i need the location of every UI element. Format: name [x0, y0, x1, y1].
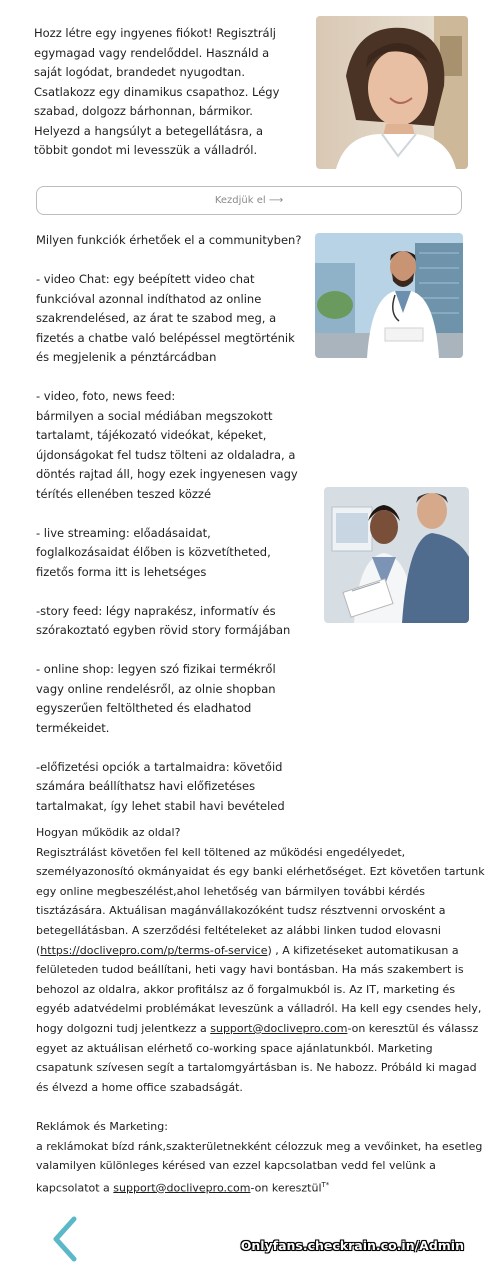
features-heading: Milyen funkciók érhetőek el a communityben?: [36, 233, 302, 247]
ads-body-tail: -on keresztül: [250, 1181, 322, 1195]
doctor-man-photo: [315, 233, 463, 358]
ads-heading: Reklámok és Marketing:: [36, 1119, 168, 1133]
how-body-part-3: -on keresztül és válassz egyet az aktuálisan elérhető co-working space ajánlatunkból. Marketing csapatunk szívesen segít a tartalomgyártásban is. Ne habozz. Próbáld ki magad és élvezd a home office szabadságát.: [36, 1021, 479, 1094]
feature-story-feed: -story feed: légy naprakész, informatív és szórakoztató egyben rövid story formájában: [36, 603, 291, 637]
feature-news-feed: - video, foto, news feed: bármilyen a social médiában megszokott tartalamt, tájékozató videókat, képeket, újdonságokat fel tudsz tölteni az oldaladra, a döntés rajtad áll, hogy ezek ingyenesen vagy térítés ellenében teszed közzé: [36, 389, 298, 501]
feature-subscriptions: -előfizetési opciók a tartalmaidra: követőid számára beállíthatsz havi előfizetéses tartalmakat, így lehet stabil havi bevételed: [36, 759, 285, 813]
get-started-button[interactable]: Kezdjük el ⟶: [36, 186, 462, 215]
how-body-part-1: Regisztrálást követően fel kell töltened az működési engedélyedet, személyazonosító okmányaidat és egy banki elérhetőséget. Ezt követően tartunk egy online megbeszélést,ahol lehetőség van bármilyen további kérdés tisztázására. Aktuálisan magánvállakozóként tudsz résztvenni orvosként a betegellátásban. A szerződési feltételeket az alábbi linken tudod elovasni (: [36, 845, 485, 957]
terms-of-service-link[interactable]: https://doclivepro.com/p/terms-of-service: [40, 943, 268, 957]
ads-body-text: a reklámokat bízd ránk,szakterületnekként célozzuk meg a vevőinket, ha esetleg valamilyen különleges kérésed van ezzel kapcsolatban vedd fel velünk a kapcsolatot a: [36, 1139, 483, 1195]
feature-video-chat: - video Chat: egy beépített video chat funkcióval azonnal indíthatod az online szakrendelésed, az árat te szabod meg, a fizetés a chatbe való belépéssel megtörténik és megjelenik a pénztárcádban: [36, 272, 295, 364]
features-section: [36, 231, 304, 836]
feature-live-streaming: - live streaming: előadásaidat, foglalkozásaidat élőben is közvetítheted, fizetős forma itt is lehetséges: [36, 525, 271, 579]
chevron-left-icon[interactable]: [48, 1215, 84, 1263]
doctors-consultation-photo: [324, 487, 469, 623]
how-body-part-2: ) , A kifizetéseket automatikusan a felületeden tudod beállítani, heti vagy havi bontásban. Ha más szakembert is behozol az oldalra, akkor profitálsz az ő forgalmukból is. Az IT, marketing és egyéb adatvédelmi problémákat leveszünk a válladról. Ha kell egy csendes hely, hogy dolgozni tudj jelentkezz a: [36, 943, 482, 1035]
ads-support-email-link[interactable]: support@doclivepro.com: [113, 1181, 251, 1195]
support-email-link[interactable]: support@doclivepro.com: [210, 1021, 348, 1035]
how-body: [36, 843, 492, 1098]
how-heading: Hogyan működik az oldal?: [36, 826, 181, 839]
doctor-woman-photo: [316, 16, 468, 169]
watermark-text: Onlyfans.checkrain.co.in/Admin: [240, 1238, 464, 1253]
ads-body: [36, 1137, 492, 1198]
intro-text: Hozz létre egy ingyenes fiókot! Regisztrálj egymagad vagy rendelőddel. Használd a saját logódat, brandedet nyugodtan. Csatlakozz egy dinamikus csapathoz. Légy szabad, dolgozz bárhonnan, bármikor. Helyezd a hangsúlyt a betegellátásra, a többit gondot mi levesszük a válladról.: [34, 26, 280, 157]
how-it-works-section: [36, 823, 492, 1198]
feature-online-shop: - online shop: legyen szó fizikai termékről vagy online rendelésről, az olnie shopban egyszerűen feltöltheted és eladhatod termékeidet.: [36, 662, 276, 735]
ads-mark: T*: [321, 1180, 330, 1189]
